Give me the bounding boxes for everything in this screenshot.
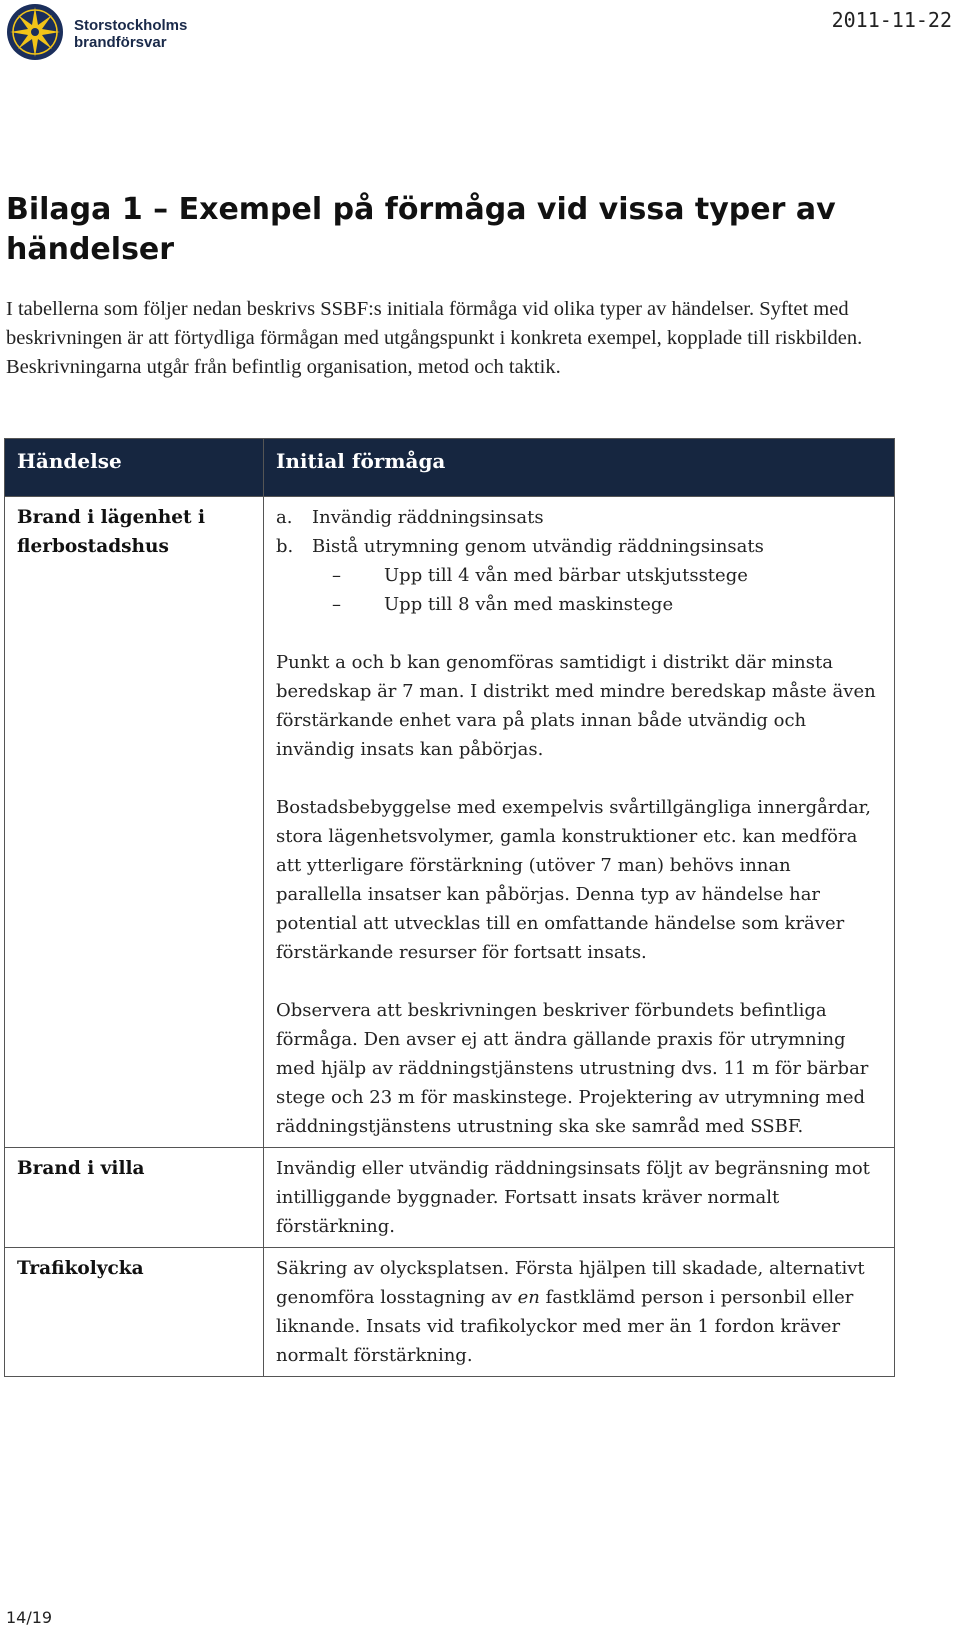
list-marker: b.: [276, 536, 294, 557]
dash-marker: –: [332, 594, 341, 615]
emphasized-word: en: [517, 1287, 540, 1308]
event-cell: Brand i villa: [5, 1148, 264, 1248]
column-header-capability: Initial förmåga: [264, 439, 895, 497]
list-item: [276, 532, 880, 561]
capability-cell: [264, 1248, 895, 1377]
list-marker: a.: [276, 507, 293, 528]
page-title: Bilaga 1 – Exempel på förmåga vid vissa typer av händelser: [6, 192, 836, 267]
dash-marker: –: [332, 565, 341, 586]
column-header-event: Händelse: [5, 439, 264, 497]
org-name-line1: Storstockholms: [74, 17, 188, 34]
capability-cell: Invändig eller utvändig räddningsinsats följt av begränsning mot intilliggande byggnader. Fortsatt insats kräver normalt förstärkning.: [264, 1148, 895, 1248]
capability-cell: [264, 497, 895, 1148]
sub-list-item-text: Upp till 8 vån med maskinstege: [384, 594, 674, 615]
list-item: [276, 503, 880, 532]
table-row: [5, 1248, 895, 1377]
table-row: [5, 1148, 895, 1248]
sub-list-item-text: Upp till 4 vån med bärbar utskjutsstege: [384, 565, 748, 586]
event-cell: Trafikolycka: [5, 1248, 264, 1377]
org-name-line2: brandförsvar: [74, 34, 167, 51]
list-item-text: Bistå utrymning genom utvändig räddningsinsats: [312, 536, 764, 557]
table-row: [5, 497, 895, 1148]
document-date: 2011-11-22: [831, 8, 952, 32]
capability-list: [276, 503, 880, 619]
org-name: [74, 17, 187, 51]
logo: [6, 3, 64, 61]
list-item-text: Invändig räddningsinsats: [312, 507, 544, 528]
table-header-row: [5, 439, 895, 497]
star-logo-icon: [6, 3, 64, 61]
capability-text: fastklämd person i personbil eller liknande. Insats vid trafikolyckor med mer än 1 fordon kräver normalt förstärkning.: [276, 1287, 854, 1366]
sub-list-item: [276, 561, 880, 590]
capability-text: Säkring av olycksplatsen. Första hjälpen till skadade, alternativt genomföra losstagning av: [276, 1258, 865, 1308]
page-number: 14/19: [6, 1608, 53, 1627]
capability-paragraph: Bostadsbebyggelse med exempelvis svårtillgängliga innergårdar, stora lägenhetsvolymer, gamla konstruktioner etc. kan medföra att ytterligare förstärkning (utöver 7 man) behövs innan parallella insatser kan påbörjas. Denna typ av händelse har potential att utvecklas till en omfattande händelse som kräver förstärkande resurser för fortsatt insats.: [276, 797, 872, 963]
event-cell: Brand i lägenhet i flerbostadshus: [5, 497, 264, 1148]
capability-paragraph: Observera att beskrivningen beskriver förbundets befintliga förmåga. Den avser ej att ändra gällande praxis för utrymning med hjälp av räddningstjänstens utrustning dvs. 11 m för bärbar stege och 23 m för maskinstege. Projektering av utrymning med räddningstjänstens utrustning ska ske samråd med SSBF.: [276, 1000, 869, 1137]
capability-table: [4, 438, 895, 1377]
capability-paragraph: Punkt a och b kan genomföras samtidigt i distrikt där minsta beredskap är 7 man. I distrikt med mindre beredskap måste även förstärkande enhet vara på plats innan både utvändig och invändig insats kan påbörjas.: [276, 652, 876, 760]
sub-list-item: [276, 590, 880, 619]
intro-paragraph: I tabellerna som följer nedan beskrivs SSBF:s initiala förmåga vid olika typer av händelser. Syftet med beskrivningen är att förtydliga förmågan med utgångspunkt i konkreta exempel, kopplade till riskbilden. Beskrivningarna utgår från befintlig organisation, metod och taktik.: [6, 298, 863, 378]
